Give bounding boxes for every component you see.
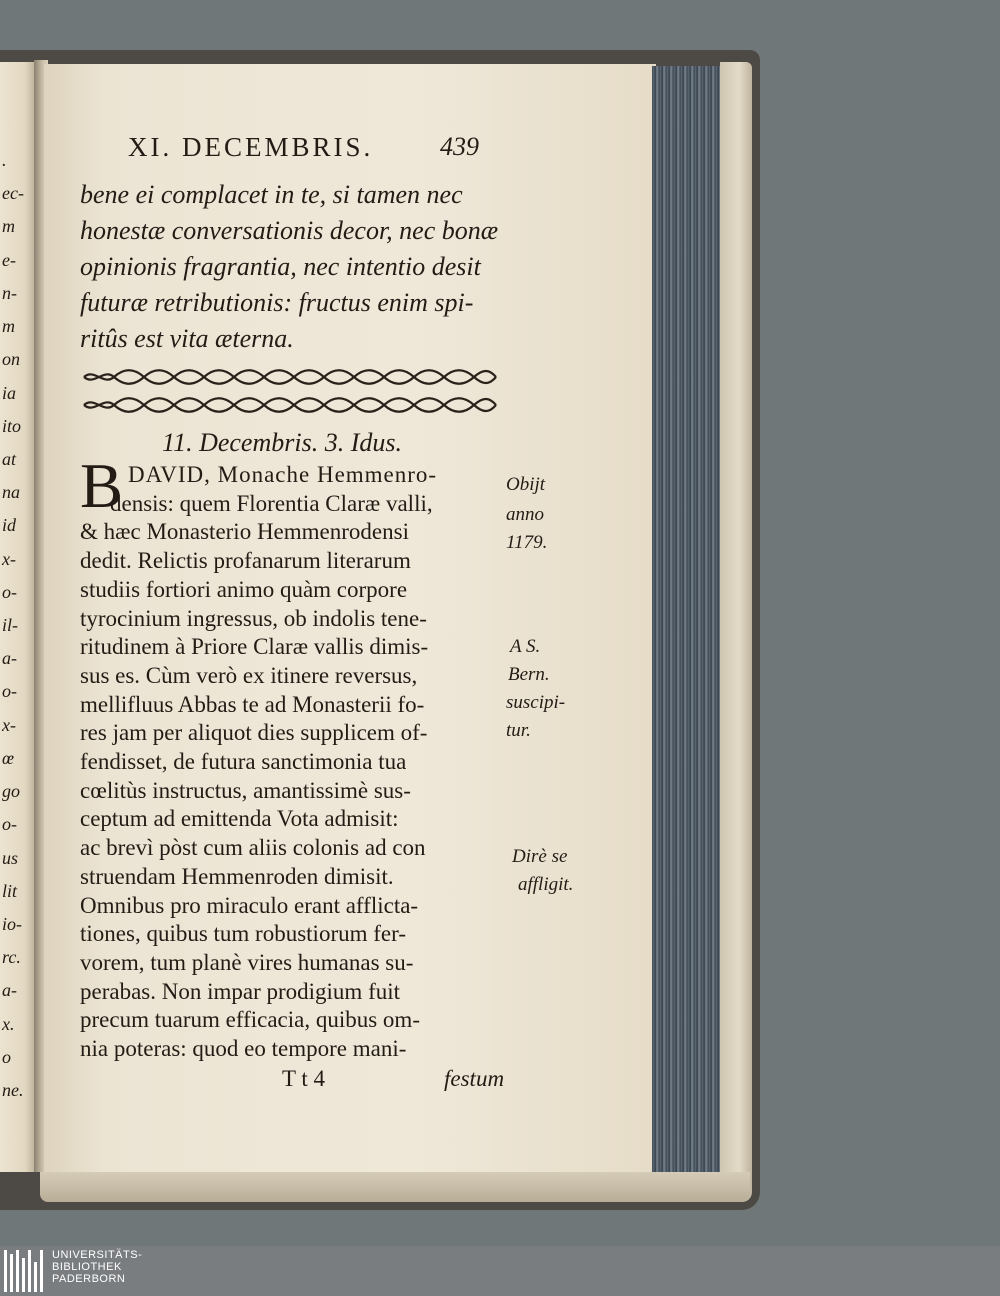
signature-mark: T t 4 — [282, 1066, 326, 1091]
body-text-line: densis: quem Florentia Claræ valli, — [110, 491, 433, 516]
left-page-fragment: ito — [2, 416, 22, 436]
left-page-fragment: x- — [2, 715, 16, 735]
left-page-fragment: x. — [2, 1014, 15, 1034]
logo-line-2: BIBLIOTHEK — [52, 1261, 122, 1273]
library-footer-bar — [0, 1246, 1000, 1296]
bottom-board — [40, 1172, 750, 1202]
prev-text-line: bene ei complacet in te, si tamen nec — [80, 180, 463, 209]
left-page-fragment: lit — [2, 881, 18, 901]
left-page-fragment: n- — [2, 283, 17, 303]
body-text-line: mellifluus Abbas te ad Monasterii fo- — [80, 692, 425, 717]
left-page-fragment: na — [2, 482, 20, 502]
body-text-line: ritudinem à Priore Claræ vallis dimis- — [80, 634, 429, 659]
prev-text-line: honestæ conversationis decor, nec bonæ — [80, 216, 499, 245]
body-text-line: perabas. Non impar prodigium fuit — [80, 979, 401, 1004]
margin-note: tur. — [506, 720, 531, 741]
margin-note: Obijt — [506, 474, 546, 495]
body-text-line: Omnibus pro miraculo erant afflicta- — [80, 893, 419, 918]
left-page-fragment: o- — [2, 681, 17, 701]
body-text-line: dedit. Relictis profanarum literarum — [80, 548, 411, 573]
left-page-fragment: o- — [2, 814, 17, 834]
left-page-fragment: o — [2, 1047, 11, 1067]
left-page-fragment: a- — [2, 648, 17, 668]
left-page-fragment: us — [2, 848, 19, 868]
left-page-fragment: id — [2, 515, 17, 535]
left-page-fragment: e- — [2, 250, 16, 270]
left-page-fragment: on — [2, 349, 20, 369]
body-text-line: DAVID, Monache Hemmenro- — [128, 462, 438, 487]
body-text-line: ceptum ad emittenda Vota admisit: — [80, 806, 399, 831]
left-page-fragment: x- — [2, 549, 16, 569]
library-logo-icon — [4, 1250, 44, 1292]
body-text-line: ac brevì pòst cum aliis colonis ad con — [80, 835, 426, 860]
page-number: 439 — [440, 132, 479, 161]
body-text-line: studiis fortiori animo quàm corpore — [80, 577, 408, 602]
prev-text-line: opinionis fragrantia, nec intentio desit — [80, 252, 481, 281]
left-page-fragment: m — [2, 216, 15, 236]
margin-note: affligit. — [518, 874, 574, 895]
left-page-fragment: . — [2, 150, 7, 170]
catchword: festum — [444, 1066, 505, 1091]
library-logo-text — [52, 1249, 142, 1285]
body-text-line: tyrocinium ingressus, ob indolis tene- — [80, 606, 427, 631]
left-page-fragment: ec- — [2, 183, 24, 203]
margin-note: 1179. — [506, 532, 548, 553]
left-page-fragment: m — [2, 316, 15, 336]
running-head: XI. DECEMBRIS. — [128, 132, 374, 162]
left-page-fragment: o- — [2, 582, 17, 602]
left-page-fragment: ia — [2, 383, 17, 403]
left-page-fragment: œ — [2, 748, 15, 768]
prev-text-line: ritûs est vita æterna. — [80, 324, 294, 353]
drop-cap: B — [80, 450, 123, 521]
cover-edge — [720, 62, 752, 1202]
margin-note: Bern. — [508, 664, 550, 685]
left-page-fragment: il- — [2, 615, 18, 635]
body-text-line: precum tuarum efficacia, quibus om- — [80, 1007, 420, 1032]
prev-text-line: futuræ retributionis: fructus enim spi- — [80, 288, 474, 317]
body-text-line: & hæc Monasterio Hemmenrodensi — [80, 519, 409, 544]
body-text-line: nia poteras: quod eo tempore mani- — [80, 1036, 407, 1061]
left-page-fragment: ne. — [2, 1080, 24, 1100]
logo-line-1: UNIVERSITÄTS- — [52, 1249, 143, 1261]
margin-note: A S. — [510, 636, 541, 657]
ornament-band — [80, 394, 500, 416]
page-stack-edge — [652, 66, 722, 1174]
margin-note: Dirè se — [512, 846, 568, 867]
body-text-line: res jam per aliquot dies supplicem of- — [80, 720, 428, 745]
left-page-fragment: rc. — [2, 947, 21, 967]
left-page-fragment: at — [2, 449, 17, 469]
left-page-fragment: io- — [2, 914, 22, 934]
day-heading: 11. Decembris. 3. Idus. — [162, 428, 402, 457]
left-page-fragment: a- — [2, 980, 17, 1000]
ornament-band — [80, 366, 500, 388]
logo-line-3: PADERBORN — [52, 1273, 126, 1285]
body-text-line: fendisset, de futura sanctimonia tua — [80, 749, 407, 774]
margin-note: suscipi- — [506, 692, 566, 713]
body-text-line: struendam Hemmenroden dimisit. — [80, 864, 394, 889]
left-page-fragment: go — [2, 781, 20, 801]
body-text-line: sus es. Cùm verò ex itinere reversus, — [80, 663, 418, 688]
body-text-line: tiones, quibus tum robustiorum fer- — [80, 921, 406, 946]
margin-note: anno — [506, 504, 544, 525]
body-text-line: vorem, tum planè vires humanas su- — [80, 950, 414, 975]
body-text-line: cœlitùs instructus, amantissimè sus- — [80, 778, 411, 803]
